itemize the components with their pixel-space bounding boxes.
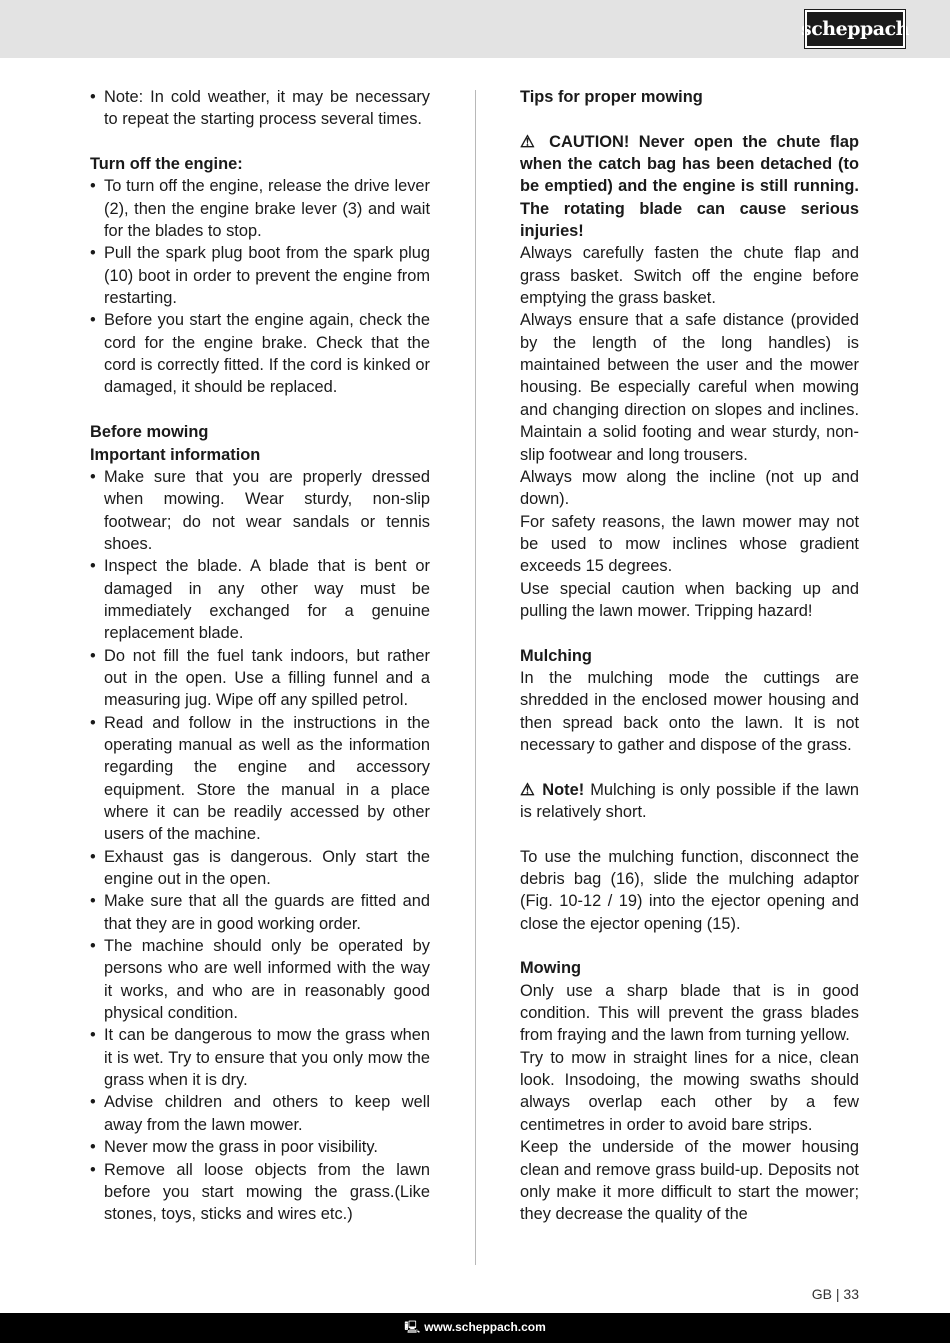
- before-mowing-heading: Before mowing: [90, 423, 209, 442]
- note-label: Note!: [542, 780, 585, 799]
- note-list: [90, 86, 430, 131]
- mowing-paragraph: Try to mow in straight lines for a nice, clean look. Insodoing, the mowing swaths should always overlap each other by a few centimetres in order to avoid bare strips.: [520, 1048, 859, 1134]
- turn-off-heading: Turn off the engine:: [90, 155, 243, 174]
- page-footer: [0, 1313, 950, 1343]
- mulching-text: In the mulching mode the cuttings are shredded in the enclosed mower housing and then spread back onto the lawn. It is not necessary to gather and dispose of the grass.: [520, 668, 859, 754]
- list-item: • Note: In cold weather, it may be necessary to repeat the starting process several times.: [90, 86, 430, 131]
- caution-text: CAUTION! Never open the chute flap when the catch bag has been detached (to be emptied) and the engine is still running. The rotating blade can cause serious injuries!: [520, 132, 859, 241]
- caution-block: [520, 131, 859, 243]
- list-item: • To turn off the engine, release the drive lever (2), then the engine brake lever (3) and wait for the blades to stop.: [90, 175, 430, 242]
- list-item: • Before you start the engine again, check the cord for the engine brake. Check that the cord is correctly fitted. If the cord is kinked or damaged, it should be replaced.: [90, 309, 430, 398]
- list-item: • Never mow the grass in poor visibility.: [90, 1136, 430, 1158]
- mowing-heading: Mowing: [520, 959, 581, 978]
- important-info-heading: Important information: [90, 445, 261, 464]
- page-header: [0, 0, 950, 58]
- warning-icon: ⚠: [520, 780, 537, 799]
- website-link[interactable]: www.scheppach.com: [424, 1320, 546, 1334]
- list-item: • Remove all loose objects from the lawn before you start mowing the grass.(Like stones, toys, sticks and wires etc.): [90, 1159, 430, 1226]
- list-item: • Advise children and others to keep well away from the lawn mower.: [90, 1091, 430, 1136]
- mulching-heading: Mulching: [520, 646, 592, 665]
- page-number: GB | 33: [811, 1286, 859, 1302]
- list-item: • The machine should only be operated by persons who are well informed with the way it works, and who are in reasonably good physical condition.: [90, 935, 430, 1024]
- computer-icon: 🖳: [404, 1320, 421, 1334]
- tips-paragraph: For safety reasons, the lawn mower may not be used to mow inclines whose gradient exceeds 15 degrees.: [520, 512, 859, 576]
- list-item: • Make sure that you are properly dressed when mowing. Wear sturdy, non-slip footwear; do not wear sandals or tennis shoes.: [90, 466, 430, 555]
- tips-paragraph: Always mow along the incline (not up and down).: [520, 467, 859, 509]
- list-item: • Exhaust gas is dangerous. Only start the engine out in the open.: [90, 846, 430, 891]
- note-text: Mulching is only possible if the lawn is relatively short.: [520, 780, 859, 821]
- list-item: • Inspect the blade. A blade that is bent or damaged in any other way must be immediately exchanged for a genuine replacement blade.: [90, 555, 430, 644]
- right-column: [520, 86, 859, 1226]
- list-item: • Pull the spark plug boot from the spark plug (10) boot in order to prevent the engine from restarting.: [90, 242, 430, 309]
- tips-paragraph: Always ensure that a safe distance (provided by the length of the long handles) is maintained between the user and the mower housing. Be especially careful when mowing and changing direction on slopes and inclines. Maintain a solid footing and wear sturdy, non-slip footwear and long trousers.: [520, 311, 859, 464]
- mowing-paragraph: Keep the underside of the mower housing clean and remove grass build-up. Deposits not only make it more difficult to start the mower; they decrease the quality of the: [520, 1138, 859, 1224]
- mulching-note: [520, 779, 859, 824]
- column-divider: [475, 90, 476, 1265]
- warning-icon: ⚠: [520, 132, 540, 151]
- list-item: • Read and follow in the instructions in the operating manual as well as the information regarding the engine and accessory equipment. Store the manual in a place where it can be readily accessed by other users of the machine.: [90, 712, 430, 846]
- list-item: • It can be dangerous to mow the grass when it is wet. Try to ensure that you only mow the grass when it is dry.: [90, 1024, 430, 1091]
- tips-heading: Tips for proper mowing: [520, 88, 703, 106]
- mulching-use-text: To use the mulching function, disconnect the debris bag (16), slide the mulching adaptor (Fig. 10-12 / 19) into the ejector opening and close the ejector opening (15).: [520, 847, 859, 933]
- list-item: • Make sure that all the guards are fitted and that they are in good working order.: [90, 890, 430, 935]
- before-mowing-list: [90, 466, 430, 1226]
- tips-paragraph: Always carefully fasten the chute flap and grass basket. Switch off the engine before emptying the grass basket.: [520, 244, 859, 308]
- turn-off-list: [90, 175, 430, 398]
- mowing-paragraph: Only use a sharp blade that is in good condition. This will prevent the grass blades from fraying and the lawn from turning yellow.: [520, 981, 859, 1045]
- left-column: [90, 86, 430, 1226]
- list-item: • Do not fill the fuel tank indoors, but rather out in the open. Use a filling funnel and a measuring jug. Wipe off any spilled petrol.: [90, 645, 430, 712]
- tips-paragraph: Use special caution when backing up and pulling the lawn mower. Tripping hazard!: [520, 579, 859, 620]
- scheppach-logo: scheppach: [805, 10, 905, 48]
